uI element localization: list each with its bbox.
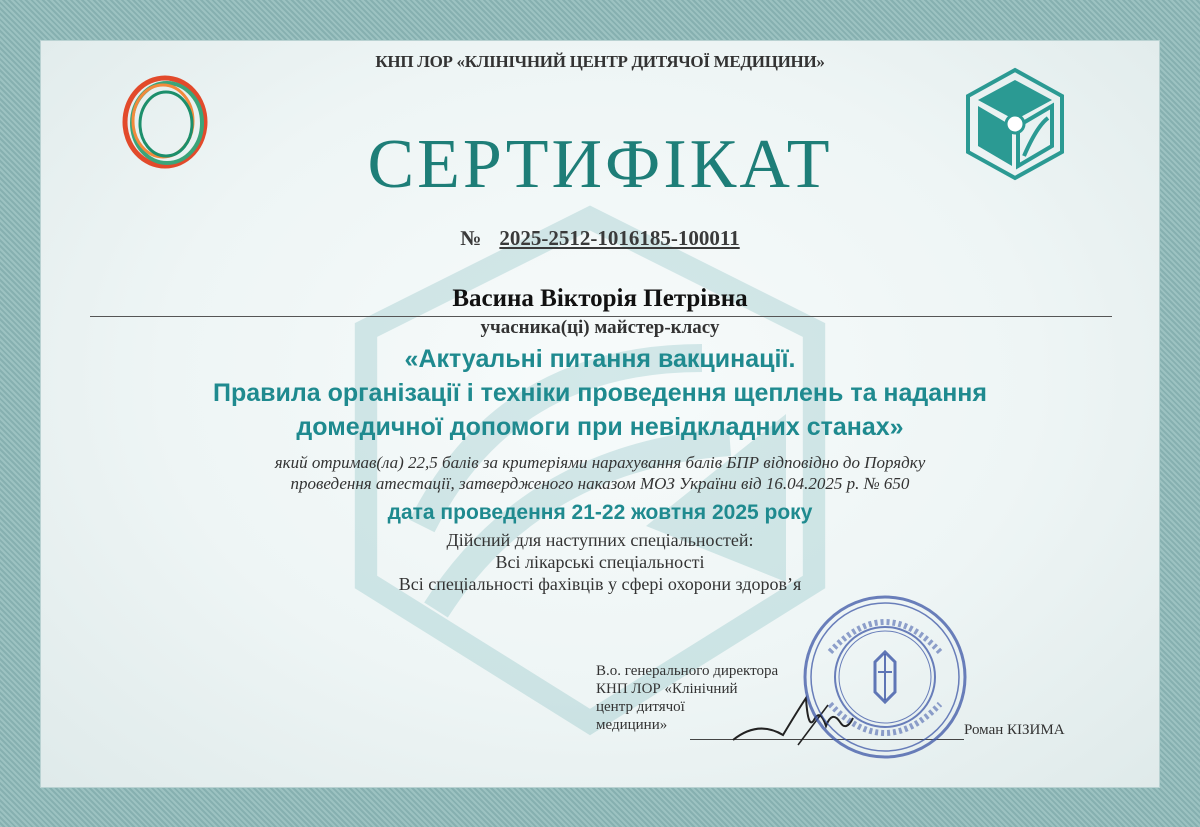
signer-name: Роман КІЗИМА	[964, 722, 1065, 738]
signatory-line-1: В.о. генерального директора	[596, 663, 779, 679]
validity-block	[40, 529, 1160, 595]
certificate-number: 2025-2512-1016185-100011	[499, 226, 740, 250]
validity-heading: Дійсний для наступних спеціальностей:	[446, 530, 754, 550]
signatory-line-2: КНП ЛОР «Клінічний	[596, 681, 738, 697]
course-title-line-1: «Актуальні питання вакцинації.	[404, 345, 796, 373]
organization-header: КНП ЛОР «КЛІНІЧНИЙ ЦЕНТР ДИТЯЧОЇ МЕДИЦИНИ»	[375, 52, 825, 71]
course-title-line-3: домедичної допомоги при невідкладних станах»	[296, 413, 904, 441]
recipient-name: Васина Вікторія Петрівна	[452, 285, 748, 312]
validity-item: Всі лікарські спеціальності	[495, 552, 705, 572]
number-sign: №	[460, 226, 482, 250]
signatory-line-4: медицини»	[596, 717, 668, 733]
points-statement	[140, 452, 1060, 494]
official-stamp-icon	[800, 592, 970, 762]
points-line-2: проведення атестації, затвердженого наказом МОЗ України від 16.04.2025 р. № 650	[290, 474, 910, 493]
course-title-line-2: Правила організації і техніки проведення щеплень та надання	[212, 379, 987, 407]
certificate-sheet	[40, 40, 1160, 788]
validity-item: Всі спеціальності фахівців у сфері охорони здоров’я	[398, 574, 802, 594]
event-date: дата проведення 21-22 жовтня 2025 року	[387, 501, 813, 524]
signatory-line-3: центр дитячої	[596, 699, 685, 715]
points-line-1: який отримав(ла) 22,5 балів за критеріями нарахування балів БПР відповідно до Порядку	[274, 453, 926, 472]
recipient-role: учасника(ці) майстер-класу	[480, 317, 720, 338]
certificate-number-row	[40, 226, 1160, 251]
certificate-title: СЕРТИФІКАТ	[367, 126, 833, 203]
course-title	[100, 342, 1100, 444]
